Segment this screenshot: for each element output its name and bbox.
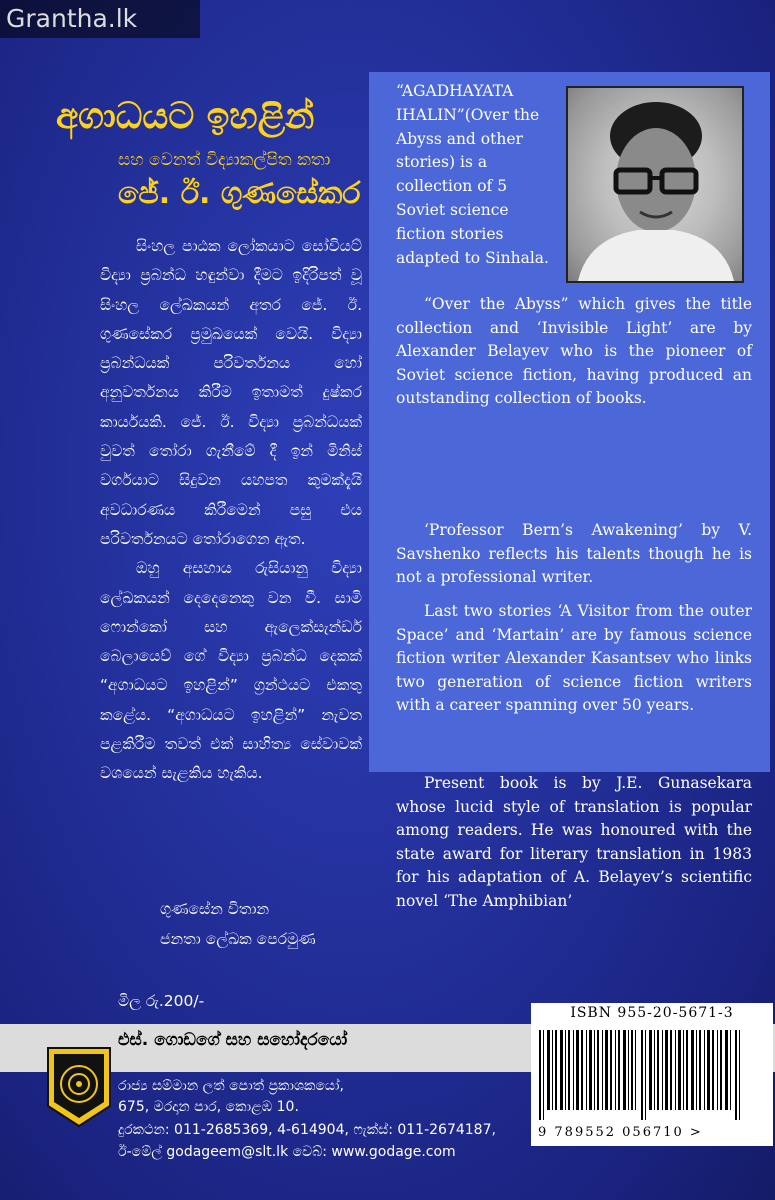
english-text: Present book is by J.E. Gunasekara whose lucid style of translation is popular among readers. He was honoured with the state award for literary translation in 1983 for his adaptation of A. Belayev’s scientific novel ‘The Amphibian’ bbox=[396, 774, 752, 910]
watermark: Grantha.lk bbox=[0, 0, 200, 38]
isbn-label: ISBN 955-20-5671-3 bbox=[531, 1003, 773, 1024]
signature-org: ජනතා ලේඛක පෙරමුණ bbox=[160, 930, 316, 948]
publisher-line: දුරකථන: 011-2685369, 4-614904, ෆැක්ස්: 011-2674187, bbox=[118, 1122, 496, 1138]
book-title: අගාධයට ඉහළින් bbox=[56, 96, 315, 137]
author-portrait bbox=[566, 86, 744, 283]
english-text: ‘Professor Bern’s Awakening’ by V. Savshenko reflects his talents though he is not a professional writer. bbox=[396, 521, 752, 586]
price-label: මිල රු.200/- bbox=[118, 992, 205, 1010]
book-subtitle: සහ වෙනත් විද්‍යාකල්පිත කතා bbox=[118, 150, 331, 170]
book-author: ජේ. ඊ. ගුණසේකර bbox=[118, 176, 361, 211]
english-intro: “AGADHAYATA IHALIN”(Over the Abyss and other stories) is a collection of 5 Soviet science fiction stories adapted to Sinhala. bbox=[396, 82, 549, 267]
publisher-name: එස්. ගොඩගේ සහ සහෝදරයෝ bbox=[118, 1030, 348, 1050]
english-text: Last two stories ‘A Visitor from the outer Space’ and ‘Martain’ are by famous science fiction writer Alexander Kasantsev who links two generation of science fiction writers with a career spanning over 50 years. bbox=[396, 602, 752, 714]
publisher-logo-icon bbox=[46, 1046, 112, 1128]
sinhala-paragraph: ඔහු අසහාය රුසියානු විද්‍යා ලේඛකයන් දෙදෙනෙකු වන වී. සාමි ෆොන්කෝ සහ ඇලෙක්සැන්ඩර් බෙලායෙව් ගේ විද්‍යා ප්‍රබන්ධ දෙකක් “අගාධයට ඉහළින්” ග්‍රන්ථයට එකතු කළේය. “අගාධයට ඉහළින්” නැවත පළකිරීම තවත් එක් සාහිත්‍ය සේවාවක් වශයෙන් සැළකිය හැකිය. bbox=[100, 559, 362, 783]
barcode-digits: 9 789552 056710 > bbox=[538, 1125, 703, 1140]
publisher-line: 675, මරදාන පාර, කොළඹ 10. bbox=[118, 1099, 299, 1115]
english-paragraph-2 bbox=[396, 519, 752, 590]
signature-name: ගුණසේන විතාන bbox=[160, 900, 270, 918]
sinhala-paragraph: සිංහල පාඨක ලෝකයාට සෝවියට් විද්‍යා ප්‍රබන්ධ හඳුන්වා දීමට ඉදිරිපත් වූ සිංහල ලේඛකයන් අතර ජේ. ඊ. ගුණසේකර ප්‍රමුඛයෙක් වෙයි. විද්‍යා ප්‍රබන්ධයක් පරිවර්තනය හෝ අනුවර්තනය කිරීම ඉතාමත් දුෂ්කර කාර්යයකි. ජේ. ඊ. විද්‍යා ප්‍රබන්ධයක් වුවත් තෝරා ගැනීමේ දී ඉන් මිනිස් වර්ගයාට සිදුවන යහපත කුමක්දැයි අවධාරණය කිරීමෙන් පසු එය පරිවර්තනයට තෝරාගෙන ඇත. bbox=[100, 237, 362, 548]
publisher-line: රාජ්‍ය සම්මාන ලත් පොත් ප්‍රකාශකයෝ, bbox=[118, 1078, 344, 1094]
english-text: “Over the Abyss” which gives the title collection and ‘Invisible Light’ are by Alexander Belayev who is the pioneer of Soviet science fiction, having produced an outstanding collection of books. bbox=[396, 295, 752, 407]
english-paragraph-3 bbox=[396, 600, 752, 718]
publisher-line: ඊ-මේල් godageem@slt.lk වෙබ්: www.godage.com bbox=[118, 1144, 456, 1160]
english-paragraph-1 bbox=[396, 293, 752, 411]
english-paragraph-4 bbox=[396, 772, 752, 913]
sinhala-blurb bbox=[100, 232, 362, 789]
